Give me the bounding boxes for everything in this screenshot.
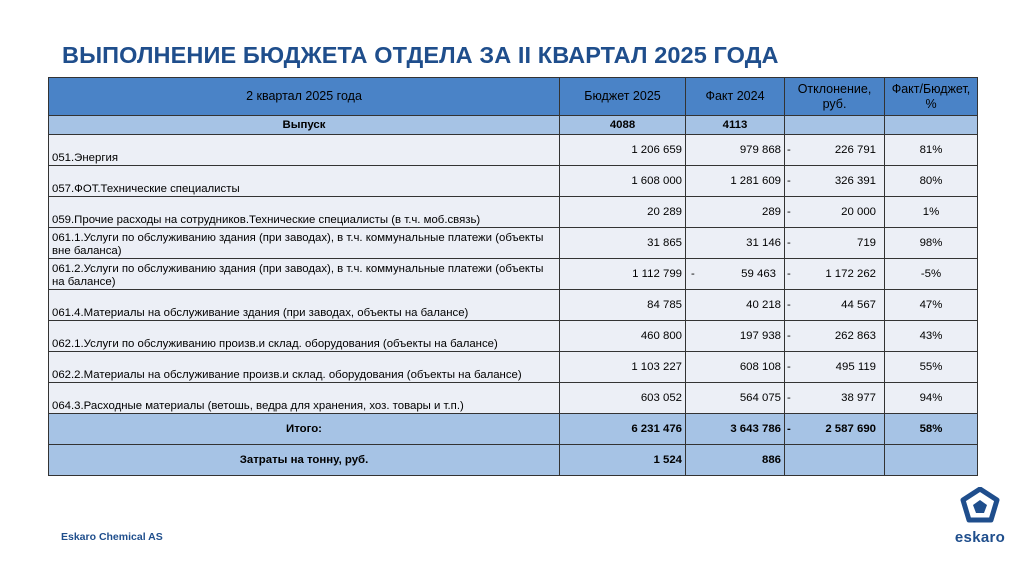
deviation-value: 326 391 xyxy=(834,174,876,187)
page-title: ВЫПОЛНЕНИЕ БЮДЖЕТА ОТДЕЛА ЗА II КВАРТАЛ 2025 ГОДА xyxy=(62,42,779,68)
header-period: 2 квартал 2025 года xyxy=(49,78,560,116)
table-row xyxy=(49,228,978,259)
row-budget: 603 052 xyxy=(560,383,686,414)
row-label: 061.1.Услуги по обслуживанию здания (при заводах), в т.ч. коммунальные платежи (объекты вне баланса) xyxy=(49,228,560,259)
row-deviation xyxy=(785,383,885,414)
row-budget: 84 785 xyxy=(560,290,686,321)
cost-fact: 886 xyxy=(686,445,785,476)
row-deviation xyxy=(785,197,885,228)
row-deviation xyxy=(785,166,885,197)
table-row xyxy=(49,135,978,166)
header-fact-budget: Факт/Бюджет, % xyxy=(885,78,978,116)
fact-value: 59 463 xyxy=(741,267,776,280)
eskaro-logo-icon xyxy=(960,487,1000,523)
deviation-value: 262 863 xyxy=(834,329,876,342)
table-row xyxy=(49,290,978,321)
output-row xyxy=(49,116,978,135)
row-budget: 1 103 227 xyxy=(560,352,686,383)
row-budget: 20 289 xyxy=(560,197,686,228)
row-fact xyxy=(686,259,785,290)
row-pct: 47% xyxy=(885,290,978,321)
deviation-sign: - xyxy=(787,143,791,156)
row-deviation xyxy=(785,290,885,321)
cost-deviation xyxy=(785,445,885,476)
eskaro-logo xyxy=(950,487,1010,546)
deviation-value: 2 587 690 xyxy=(825,422,876,435)
total-row xyxy=(49,414,978,445)
table-row xyxy=(49,352,978,383)
row-fact: 31 146 xyxy=(686,228,785,259)
deviation-value: 20 000 xyxy=(841,205,876,218)
cost-budget: 1 524 xyxy=(560,445,686,476)
deviation-sign: - xyxy=(787,205,791,218)
deviation-sign: - xyxy=(787,329,791,342)
output-label: Выпуск xyxy=(49,116,560,135)
row-deviation xyxy=(785,228,885,259)
deviation-value: 719 xyxy=(856,236,876,249)
deviation-sign: - xyxy=(787,360,791,373)
row-pct: 80% xyxy=(885,166,978,197)
total-budget: 6 231 476 xyxy=(560,414,686,445)
header-budget: Бюджет 2025 xyxy=(560,78,686,116)
row-label: 057.ФОТ.Технические специалисты xyxy=(49,166,560,197)
row-pct: -5% xyxy=(885,259,978,290)
row-fact: 1 281 609 xyxy=(686,166,785,197)
row-pct: 1% xyxy=(885,197,978,228)
row-label: 061.4.Материалы на обслуживание здания (при заводах, объекты на балансе) xyxy=(49,290,560,321)
row-fact: 197 938 xyxy=(686,321,785,352)
deviation-sign: - xyxy=(787,236,791,249)
row-pct: 94% xyxy=(885,383,978,414)
row-deviation xyxy=(785,352,885,383)
deviation-value: 495 119 xyxy=(835,360,876,373)
row-label: 059.Прочие расходы на сотрудников.Технические специалисты (в т.ч. моб.связь) xyxy=(49,197,560,228)
cost-pct xyxy=(885,445,978,476)
row-budget: 460 800 xyxy=(560,321,686,352)
table-row xyxy=(49,197,978,228)
total-fact: 3 643 786 xyxy=(686,414,785,445)
row-pct: 81% xyxy=(885,135,978,166)
table-row xyxy=(49,321,978,352)
row-fact: 979 868 xyxy=(686,135,785,166)
total-label: Итого: xyxy=(49,414,560,445)
row-label: 061.2.Услуги по обслуживанию здания (при заводах), в т.ч. коммунальные платежи (объекты на балансе) xyxy=(49,259,560,290)
row-deviation xyxy=(785,259,885,290)
output-budget: 4088 xyxy=(560,116,686,135)
row-fact: 564 075 xyxy=(686,383,785,414)
row-pct: 98% xyxy=(885,228,978,259)
output-fact: 4113 xyxy=(686,116,785,135)
fact-sign: - xyxy=(691,267,695,280)
row-deviation xyxy=(785,135,885,166)
deviation-value: 226 791 xyxy=(834,143,876,156)
row-label: 062.2.Материалы на обслуживание произв.и склад. оборудования (объекты на балансе) xyxy=(49,352,560,383)
deviation-sign: - xyxy=(787,298,791,311)
deviation-value: 44 567 xyxy=(841,298,876,311)
output-deviation xyxy=(785,116,885,135)
output-pct xyxy=(885,116,978,135)
row-fact: 40 218 xyxy=(686,290,785,321)
deviation-value: 38 977 xyxy=(841,391,876,404)
table-row xyxy=(49,259,978,290)
row-budget: 31 865 xyxy=(560,228,686,259)
deviation-sign: - xyxy=(787,422,791,435)
cost-label: Затраты на тонну, руб. xyxy=(49,445,560,476)
deviation-sign: - xyxy=(787,391,791,404)
row-budget: 1 608 000 xyxy=(560,166,686,197)
total-pct: 58% xyxy=(885,414,978,445)
deviation-value: 1 172 262 xyxy=(825,267,876,280)
row-budget: 1 206 659 xyxy=(560,135,686,166)
table-row xyxy=(49,166,978,197)
row-pct: 43% xyxy=(885,321,978,352)
deviation-sign: - xyxy=(787,267,791,280)
row-deviation xyxy=(785,321,885,352)
row-label: 064.3.Расходные материалы (ветошь, ведра для хранения, хоз. товары и т.п.) xyxy=(49,383,560,414)
row-fact: 608 108 xyxy=(686,352,785,383)
row-fact: 289 xyxy=(686,197,785,228)
header-deviation: Отклонение, руб. xyxy=(785,78,885,116)
header-row xyxy=(49,78,978,116)
logo-text: eskaro xyxy=(954,529,1006,546)
deviation-sign: - xyxy=(787,174,791,187)
cost-per-ton-row xyxy=(49,445,978,476)
table-row xyxy=(49,383,978,414)
total-deviation xyxy=(785,414,885,445)
budget-table xyxy=(48,77,978,476)
header-fact: Факт 2024 xyxy=(686,78,785,116)
company-footer: Eskaro Chemical AS xyxy=(61,531,163,543)
row-pct: 55% xyxy=(885,352,978,383)
row-budget: 1 112 799 xyxy=(560,259,686,290)
row-label: 051.Энергия xyxy=(49,135,560,166)
row-label: 062.1.Услуги по обслуживанию произв.и склад. оборудования (объекты на балансе) xyxy=(49,321,560,352)
